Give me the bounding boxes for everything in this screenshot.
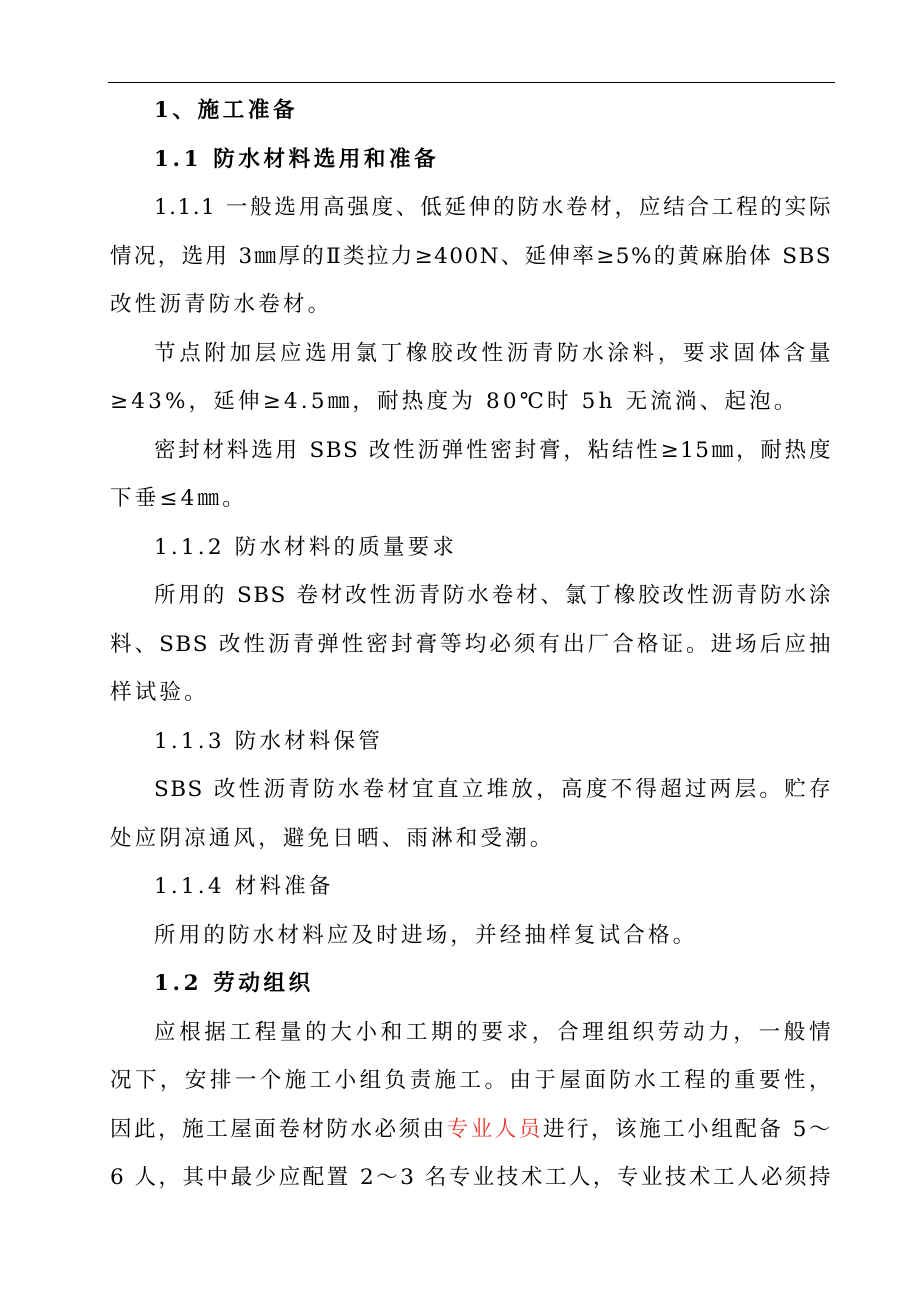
highlighted-text: 专业人员 bbox=[446, 1116, 543, 1142]
paragraph-line: ≥43%，延伸≥4.5㎜，耐热度为 80℃时 5h 无流淌、起泡。 bbox=[110, 389, 799, 414]
paragraph-line: 处应阴凉通风，避免日晒、雨淋和受潮。 bbox=[110, 825, 555, 851]
paragraph-line: 密封材料选用 SBS 改性沥弹性密封膏，粘结性≥15㎜，耐热度 bbox=[154, 437, 832, 463]
paragraph-line: 情况，选用 3㎜厚的Ⅱ类拉力≥400N、延伸率≥5%的黄麻胎体 SBS bbox=[110, 243, 832, 269]
paragraph-line: 节点附加层应选用氯丁橡胶改性沥青防水涂料，要求固体含量 bbox=[154, 340, 832, 366]
paragraph-line: SBS 改性沥青防水卷材宜直立堆放，高度不得超过两层。贮存 bbox=[154, 777, 832, 802]
heading-1-1-4: 1.1.4 材料准备 bbox=[154, 874, 334, 899]
paragraph-line: 所用的防水材料应及时进场，并经抽样复试合格。 bbox=[154, 922, 698, 948]
text-run: 进行，该施工小组配备 5～ bbox=[542, 1116, 832, 1142]
paragraph-line: 6 人，其中最少应配置 2～3 名专业技术工人，专业技术工人必须持 bbox=[110, 1165, 832, 1190]
subheading-1-2: 1.2 劳动组织 bbox=[154, 971, 314, 996]
paragraph-line: 应根据工程量的大小和工期的要求，合理组织劳动力，一般情 bbox=[154, 1019, 832, 1045]
header-rule bbox=[108, 82, 835, 83]
paragraph-line: 料、SBS 改性沥青弹性密封膏等均必须有出厂合格证。进场后应抽 bbox=[110, 631, 832, 657]
section-heading: 1、施工准备 bbox=[154, 98, 299, 123]
paragraph-line: 下垂≤4㎜。 bbox=[110, 486, 247, 511]
paragraph-line: 1.1.1 一般选用高强度、低延伸的防水卷材，应结合工程的实际 bbox=[154, 195, 832, 220]
heading-1-1-2: 1.1.2 防水材料的质量要求 bbox=[154, 534, 458, 560]
paragraph-line bbox=[110, 1106, 832, 1155]
paragraph-line: 改性沥青防水卷材。 bbox=[110, 292, 333, 317]
paragraph-line: 所用的 SBS 卷材改性沥青防水卷材、氯丁橡胶改性沥青防水涂 bbox=[154, 583, 832, 608]
paragraph-line: 样试验。 bbox=[110, 680, 209, 705]
subheading-1-1: 1.1 防水材料选用和准备 bbox=[154, 146, 440, 172]
text-run: 因此，施工屋面卷材防水必须由 bbox=[110, 1116, 447, 1142]
paragraph-line: 况下，安排一个施工小组负责施工。由于屋面防水工程的重要性， bbox=[110, 1068, 832, 1093]
heading-1-1-3: 1.1.3 防水材料保管 bbox=[154, 728, 383, 754]
document-body bbox=[110, 87, 832, 1203]
